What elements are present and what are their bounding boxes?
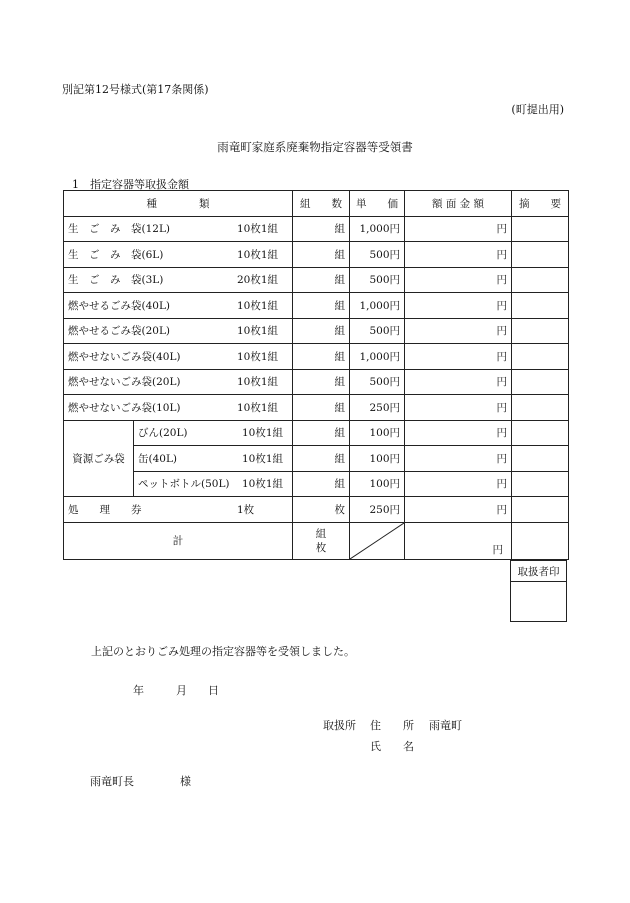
receipt-statement: 上記のとおりごみ処理の指定容器等を受領しました。	[91, 645, 355, 658]
item-name: 燃やせないごみ袋(40L)	[68, 350, 181, 363]
item-spec: 10枚1組	[237, 401, 279, 414]
sets-unit: 組	[293, 267, 350, 293]
addressee-honorific: 様	[180, 775, 191, 788]
handler-office-label: 取扱所	[323, 719, 356, 732]
remarks-cell	[512, 267, 569, 293]
amount-yen: 円	[405, 318, 512, 344]
form-number: 別記第12号様式(第17条関係)	[62, 83, 209, 96]
item-spec: 10枚1組	[242, 427, 284, 440]
name-label: 氏 名	[370, 740, 414, 753]
sets-unit: 組	[293, 395, 350, 421]
total-amount-yen: 円	[492, 543, 503, 556]
unit-price: 100円	[350, 446, 405, 472]
remarks-cell	[512, 497, 569, 523]
unit-price: 100円	[350, 420, 405, 446]
remarks-cell	[512, 242, 569, 268]
date-day: 日	[208, 684, 219, 697]
handler-address-line	[323, 717, 462, 733]
unit-price: 500円	[350, 242, 405, 268]
table-row	[64, 369, 569, 395]
amount-yen: 円	[405, 242, 512, 268]
table-row	[64, 446, 569, 472]
table-row	[64, 318, 569, 344]
sets-unit: 組	[293, 344, 350, 370]
table-header-row	[64, 191, 569, 217]
item-name: 燃やせないごみ袋(10L)	[68, 401, 181, 414]
diagonal-line	[350, 523, 404, 559]
total-label: 計	[64, 522, 293, 559]
stamp-area	[511, 582, 567, 622]
sets-unit: 組	[293, 420, 350, 446]
sets-unit: 枚	[293, 497, 350, 523]
unit-price: 1,000円	[350, 216, 405, 242]
submit-note: (町提出用)	[511, 103, 564, 116]
item-spec: 10枚1組	[242, 478, 284, 491]
total-unit-set: 組	[315, 527, 327, 540]
remarks-cell	[512, 369, 569, 395]
item-spec: 10枚1組	[237, 376, 279, 389]
item-name: 処 理 券	[68, 503, 142, 516]
address-value: 雨竜町	[429, 719, 462, 732]
total-price-slash	[350, 522, 405, 559]
unit-price: 250円	[350, 395, 405, 421]
item-name: びん(20L)	[138, 427, 188, 440]
amount-yen: 円	[405, 293, 512, 319]
remarks-cell	[512, 318, 569, 344]
table-row	[64, 395, 569, 421]
unit-price: 500円	[350, 369, 405, 395]
stamp-label: 取扱者印	[511, 561, 567, 582]
sets-unit: 組	[293, 216, 350, 242]
item-name: 燃やせないごみ袋(20L)	[68, 376, 181, 389]
total-amount-cell	[405, 522, 512, 559]
item-spec: 10枚1組	[237, 223, 279, 236]
address-label: 住 所	[370, 719, 414, 732]
item-spec: 1枚	[237, 503, 255, 516]
unit-price: 1,000円	[350, 344, 405, 370]
document-title: 雨竜町家庭系廃棄物指定容器等受領書	[217, 140, 413, 154]
date-year: 年	[133, 684, 144, 697]
table-row	[64, 420, 569, 446]
total-units	[293, 522, 350, 559]
item-spec: 10枚1組	[242, 452, 284, 465]
remarks-cell	[512, 216, 569, 242]
section-heading: 1 指定容器等取扱金額	[72, 178, 189, 191]
remarks-cell	[512, 471, 569, 497]
item-name: 生 ご み 袋(3L)	[68, 274, 164, 287]
amount-yen: 円	[405, 395, 512, 421]
date-line	[133, 682, 219, 698]
table-row	[64, 216, 569, 242]
amount-yen: 円	[405, 267, 512, 293]
table-row	[64, 471, 569, 497]
remarks-cell	[512, 420, 569, 446]
sets-unit: 組	[293, 471, 350, 497]
amount-yen: 円	[405, 471, 512, 497]
item-spec: 10枚1組	[237, 299, 279, 312]
table-row	[64, 344, 569, 370]
remarks-cell	[512, 293, 569, 319]
header-amount: 額 面 金 額	[405, 191, 512, 217]
sets-unit: 組	[293, 293, 350, 319]
item-name: 生 ご み 袋(12L)	[68, 223, 171, 236]
item-spec: 10枚1組	[237, 248, 279, 261]
date-month: 月	[176, 684, 187, 697]
unit-price: 100円	[350, 471, 405, 497]
sets-unit: 組	[293, 318, 350, 344]
unit-price: 500円	[350, 267, 405, 293]
addressee-line	[90, 773, 191, 789]
sets-unit: 組	[293, 446, 350, 472]
table-row	[64, 242, 569, 268]
price-table	[63, 190, 569, 560]
resource-group-label: 資源ごみ袋	[64, 420, 134, 497]
total-unit-sheet: 枚	[315, 541, 327, 554]
header-kind: 種 類	[64, 191, 293, 217]
amount-yen: 円	[405, 497, 512, 523]
item-name: 生 ご み 袋(6L)	[68, 248, 164, 261]
item-name: 燃やせるごみ袋(40L)	[68, 299, 171, 312]
amount-yen: 円	[405, 420, 512, 446]
item-spec: 10枚1組	[237, 325, 279, 338]
remarks-cell	[512, 344, 569, 370]
amount-yen: 円	[405, 344, 512, 370]
amount-yen: 円	[405, 216, 512, 242]
item-name: 燃やせるごみ袋(20L)	[68, 325, 171, 338]
remarks-cell	[512, 446, 569, 472]
remarks-cell	[512, 522, 569, 559]
table-row	[64, 267, 569, 293]
table-row	[64, 293, 569, 319]
sets-unit: 組	[293, 369, 350, 395]
remarks-cell	[512, 395, 569, 421]
table-row	[64, 497, 569, 523]
unit-price: 1,000円	[350, 293, 405, 319]
unit-price: 250円	[350, 497, 405, 523]
header-unit-price: 単 価	[350, 191, 405, 217]
amount-yen: 円	[405, 369, 512, 395]
item-name: ペットボトル(50L)	[138, 478, 230, 491]
addressee-title: 雨竜町長	[90, 775, 134, 788]
handler-stamp-box	[510, 560, 567, 622]
unit-price: 500円	[350, 318, 405, 344]
total-row	[64, 522, 569, 559]
header-sets: 組 数	[293, 191, 350, 217]
item-spec: 10枚1組	[237, 350, 279, 363]
item-spec: 20枚1組	[237, 274, 279, 287]
amount-yen: 円	[405, 446, 512, 472]
header-remarks: 摘 要	[512, 191, 569, 217]
item-name: 缶(40L)	[138, 452, 178, 465]
sets-unit: 組	[293, 242, 350, 268]
